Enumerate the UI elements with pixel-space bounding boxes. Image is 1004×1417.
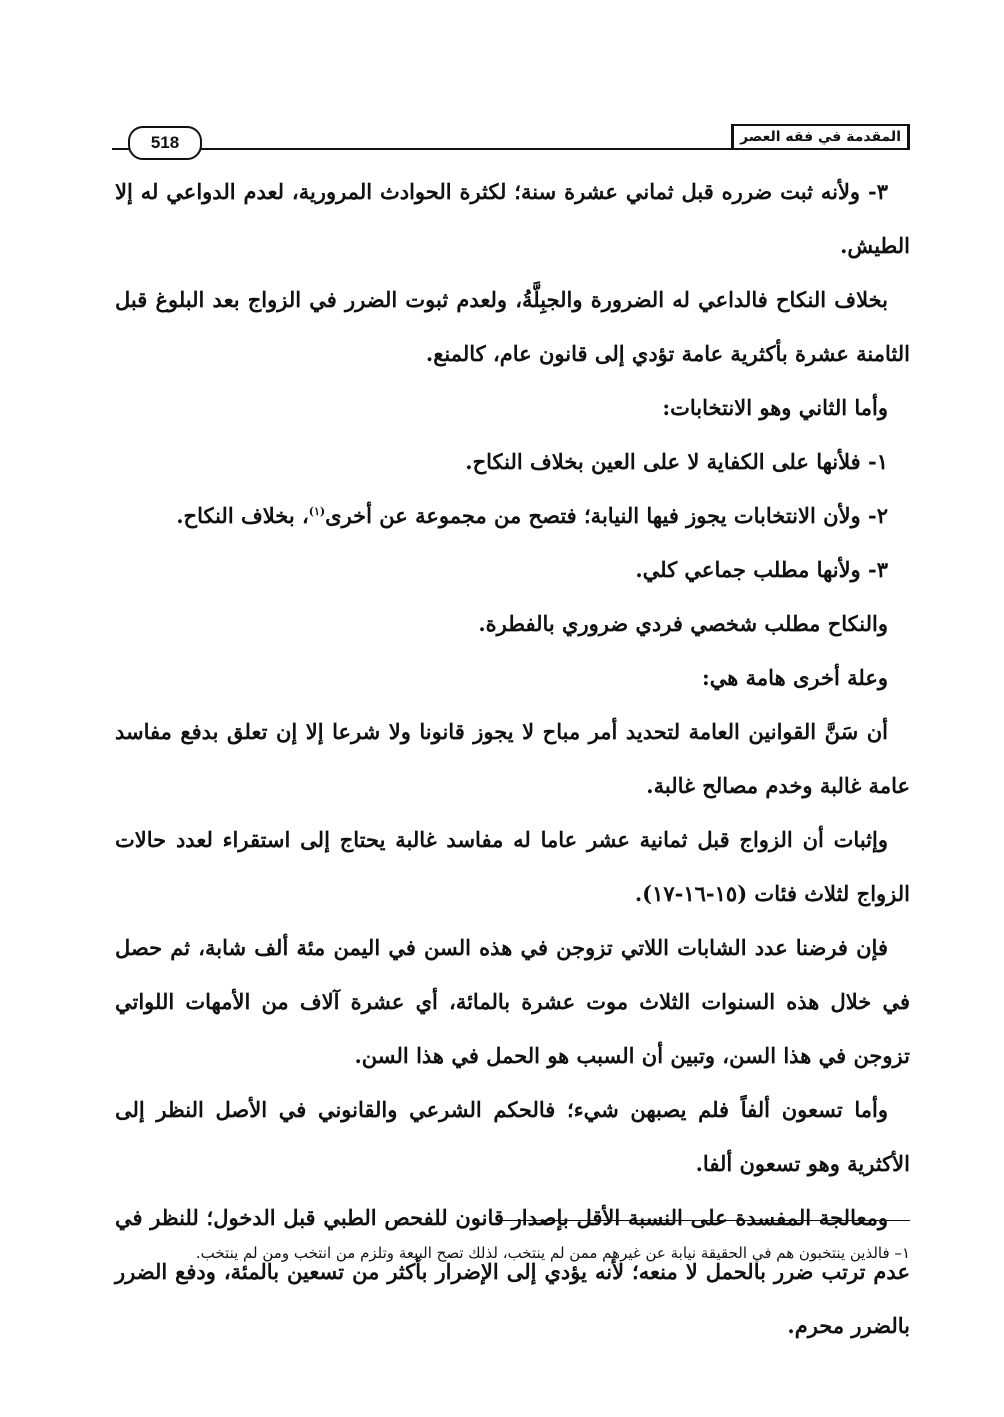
elections-2-tail: ، بخلاف النكاح. [176, 503, 309, 528]
paragraph-elections-1: ١- فلأنها على الكفاية لا على العين بخلاف النكاح. [465, 449, 888, 474]
paragraph-elections-3: ٣- ولأنها مطلب جماعي كلي. [635, 557, 888, 582]
paragraph-marriage-personal: والنكاح مطلب شخصي فردي ضروري بالفطرة. [478, 611, 888, 636]
footnote [115, 1237, 910, 1270]
paragraph-laws: أن سَنَّ القوانين العامة لتحديد أمر مباح لا يجوز قانونا ولا شرعا إلا إن تعلق بدفع مفاسد عامة غالبة وخدم مصالح غالبة. [115, 719, 910, 798]
paragraph-remedy: ومعالجة المفسدة على النسبة الأقل بإصدار قانون للفحص الطبي قبل الدخول؛ للنظر في عدم ترتب ضرر بالحمل لا منعه؛ لأنه يؤدي إلى الإضرار بأكثر من تسعين بالمئة، ودفع الضرر بالضرر محرم. [115, 1205, 910, 1338]
paragraph-marriage-contrast: بخلاف النكاح فالداعي له الضرورة والجبِلَّةُ، ولعدم ثبوت الضرر في الزواج بعد البلوغ قبل الثامنة عشرة بأكثرية عامة تؤدي إلى قانون عام، كالمنع. [115, 287, 910, 366]
paragraph-elections-2 [115, 489, 910, 543]
paragraph-proof: وإثبات أن الزواج قبل ثمانية عشر عاما له مفاسد غالبة يحتاج إلى استقراء لعدد حالات الزواج لثلاث فئات (١٥-١٦-١٧). [115, 827, 910, 906]
footnote-separator [498, 1220, 910, 1221]
book-title: المقدمة في فقه العصر [731, 124, 910, 150]
paragraph-item-3: ٣- ولأنه ثبت ضرره قبل ثماني عشرة سنة؛ لكثرة الحوادث المرورية، لعدم الدواعي له إلا الطيش. [115, 179, 910, 258]
body-text [115, 165, 910, 1353]
elections-2-text: ٢- ولأن الانتخابات يجوز فيها النيابة؛ فتصح من مجموعة عن أخرى [325, 503, 888, 528]
page-number: 518 [128, 126, 202, 160]
paragraph-hypothesis: فإن فرضنا عدد الشابات اللاتي تزوجن في هذه السن في اليمن مئة ألف شابة، ثم حصل في خلال هذه السنوات الثلاث موت عشرة بالمائة، أي عشرة آلاف من الأمهات اللواتي تزوجن في هذا السن، وتبين أن السبب هو الحمل في هذا السن. [115, 935, 910, 1068]
footnote-text: ١– فالذين ينتخبون هم في الحقيقة نيابة عن غيرهم ممن لم ينتخب، لذلك تصح البيعة وتلزم من انتخب ومن لم ينتخب. [195, 1244, 910, 1262]
footnote-reference[interactable]: (١) [308, 505, 326, 518]
paragraph-majority: وأما تسعون ألفاً فلم يصبهن شيء؛ فالحكم الشرعي والقانوني في الأصل النظر إلى الأكثرية وهو تسعون ألفا. [115, 1097, 910, 1176]
paragraph-second-elections: وأما الثاني وهو الانتخابات: [662, 395, 888, 420]
paragraph-another-reason: وعلة أخرى هامة هي: [702, 665, 888, 690]
page-header [112, 120, 910, 150]
